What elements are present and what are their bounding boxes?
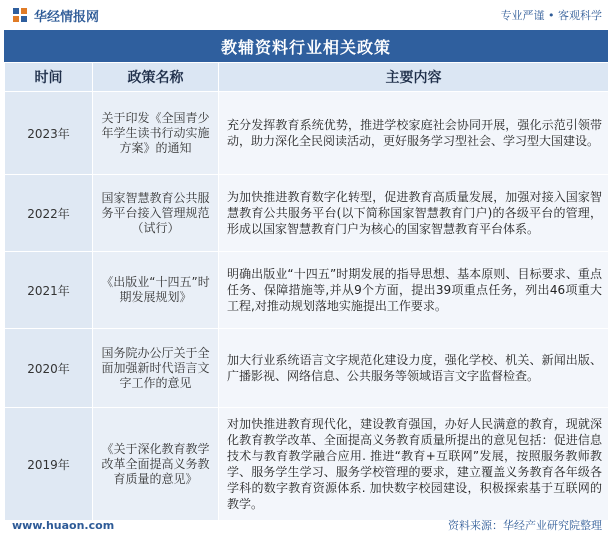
column-header-content: 主要内容	[219, 63, 609, 92]
row-year: 2020年	[5, 329, 93, 408]
row-year: 2019年	[5, 408, 93, 521]
brand-name: 华经情报网	[34, 9, 100, 25]
row-year: 2022年	[5, 175, 93, 252]
row-content: 加大行业系统语言文字规范化建设力度，强化学校、机关、新闻出版、广播影视、网络信息、公共服务等领域语言文字监督检查。	[219, 329, 609, 408]
row-year: 2021年	[5, 252, 93, 329]
row-policy: 国家智慧教育公共服务平台接入管理规范（试行）	[93, 175, 219, 252]
footer	[0, 512, 612, 538]
table-row	[5, 329, 609, 408]
row-policy: 关于印发《全国青少年学生读书行动实施方案》的通知	[93, 92, 219, 175]
row-policy: 《出版业“十四五”时期发展规划》	[93, 252, 219, 329]
table-row	[5, 252, 609, 329]
top-bar	[0, 0, 612, 30]
table-row	[5, 92, 609, 175]
row-content: 对加快推进教育现代化，建设教育强国，办好人民满意的教育，现就深化教育教学改革、全面提高义务教育质量所提出的意见包括：促进信息技术与教育教学融合应用. 推进“教育+互联网”发展，按照服务教师教学、服务学生学习、服务学校管理的要求，建立覆盖义务教育各年级各学科的数字教育资源体系. 加快数字校园建设，积极探索基于互联网的教学。	[219, 408, 609, 521]
page-title: 教辅资料行业相关政策	[4, 30, 608, 62]
logo-icon	[12, 7, 28, 23]
table-row	[5, 408, 609, 521]
column-header-policy: 政策名称	[93, 63, 219, 92]
source-note: 资料来源：华经产业研究院整理	[448, 519, 602, 532]
row-content: 为加快推进教育数字化转型，促进教育高质量发展，加强对接入国家智慧教育公共服务平台(以下简称国家智慧教育门户)的各级平台的管理，形成以国家智慧教育门户为核心的国家智慧教育平台体系。	[219, 175, 609, 252]
table-header-row	[5, 63, 609, 92]
row-content: 充分发挥教育系统优势，推进学校家庭社会协同开展，强化示范引领带动，助力深化全民阅读活动，更好服务学习型社会、学习型大国建设。	[219, 92, 609, 175]
row-policy: 《关于深化教育教学改革全面提高义务教育质量的意见》	[93, 408, 219, 521]
row-content: 明确出版业“十四五”时期发展的指导思想、基本原则、目标要求、重点任务、保障措施等,并从9个方面，提出39项重点任务，列出46项重大工程,对推动规划落地实施提出工作要求。	[219, 252, 609, 329]
column-header-time: 时间	[5, 63, 93, 92]
brand	[12, 6, 99, 25]
row-year: 2023年	[5, 92, 93, 175]
table-row	[5, 175, 609, 252]
tagline: 专业严谨 • 客观科学	[500, 9, 602, 22]
row-policy: 国务院办公厅关于全面加强新时代语言文字工作的意见	[93, 329, 219, 408]
site-url: www.huaon.com	[12, 518, 115, 532]
policy-table	[4, 62, 609, 521]
